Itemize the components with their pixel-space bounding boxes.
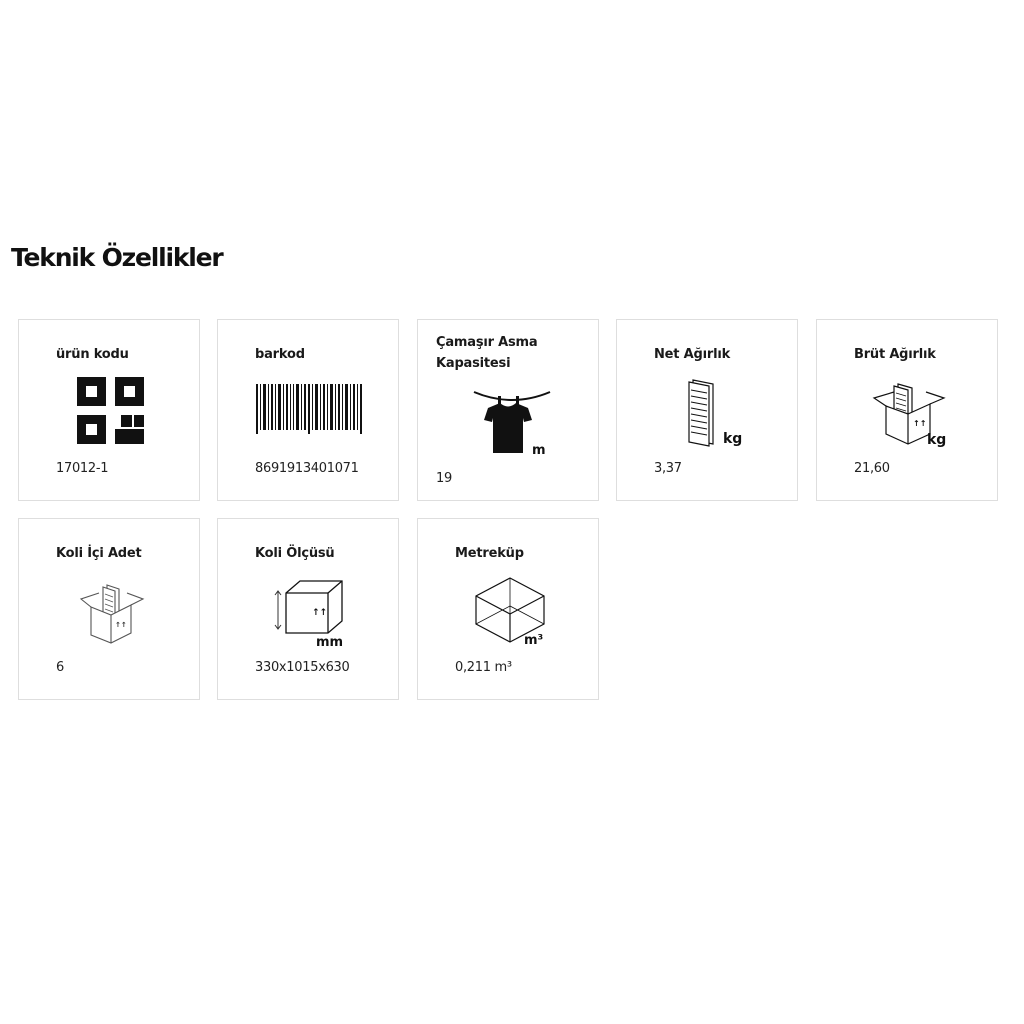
spec-card-net-weight <box>616 319 798 501</box>
spec-value: 6 <box>56 660 64 675</box>
cubic-meter-icon <box>474 576 554 648</box>
spec-card-cubic-meter <box>417 518 599 700</box>
svg-text:↑↑: ↑↑ <box>312 608 328 618</box>
spec-label: Net Ağırlık <box>654 347 731 362</box>
spec-label: Metreküp <box>455 546 524 561</box>
spec-card-drying-capacity <box>417 319 599 501</box>
unit-label: m <box>532 443 546 458</box>
clothesline-icon <box>472 388 552 458</box>
unit-label: kg <box>723 431 743 447</box>
page-title: Teknik Özellikler <box>11 243 223 272</box>
spec-label: Brüt Ağırlık <box>854 347 936 362</box>
spec-value: 330x1015x630 <box>255 660 350 675</box>
unit-label: mm <box>316 635 344 649</box>
gross-weight-icon <box>872 378 952 448</box>
spec-card-gross-weight <box>816 319 998 501</box>
spec-label: Çamaşır Asma Kapasitesi <box>436 335 538 371</box>
spec-card-box-dimensions <box>217 518 399 700</box>
spec-card-box-quantity <box>18 518 200 700</box>
unit-label: m³ <box>524 633 544 648</box>
net-weight-icon <box>685 376 749 448</box>
spec-value: 17012-1 <box>56 461 109 476</box>
box-quantity-icon <box>77 581 147 647</box>
box-dimensions-icon <box>272 579 354 649</box>
qr-code-icon <box>77 377 145 445</box>
spec-label: Koli İçi Adet <box>56 546 142 561</box>
barcode-icon <box>256 384 366 436</box>
spec-value: 3,37 <box>654 461 682 476</box>
spec-card-product-code <box>18 319 200 501</box>
spec-label: ürün kodu <box>56 347 129 362</box>
svg-text:↑↑: ↑↑ <box>115 621 127 629</box>
spec-label: Koli Ölçüsü <box>255 546 335 561</box>
spec-card-barcode <box>217 319 399 501</box>
unit-label: kg <box>927 432 947 448</box>
spec-value: 19 <box>436 471 452 486</box>
spec-value: 0,211 m³ <box>455 660 512 675</box>
spec-label: barkod <box>255 347 305 362</box>
spec-value: 21,60 <box>854 461 890 476</box>
spec-value: 8691913401071 <box>255 461 359 476</box>
svg-text:↑↑: ↑↑ <box>913 419 927 428</box>
